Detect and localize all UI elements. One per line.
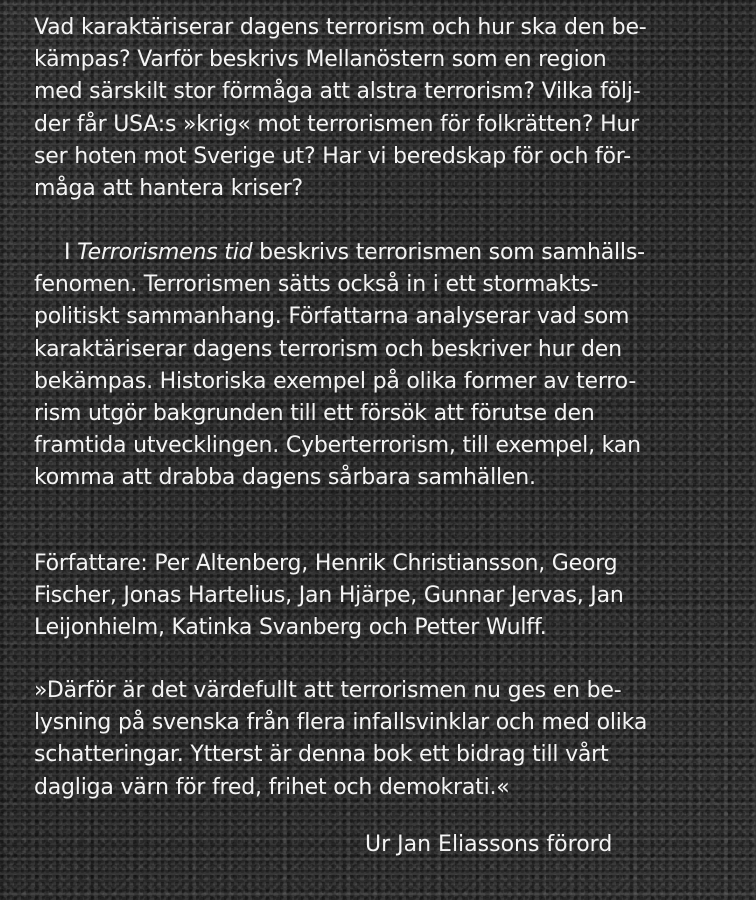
text-line: karaktäriserar dagens terrorism och beskriver hur den bbox=[34, 336, 622, 362]
text-line: Fischer, Jonas Hartelius, Jan Hjärpe, Gunnar Jervas, Jan bbox=[34, 583, 624, 609]
quote-paragraph bbox=[34, 675, 724, 804]
text-line: »Därför är det värdefullt att terrorismen nu ges en be- bbox=[34, 678, 622, 703]
text-line: rism utgör bakgrunden till ett försök att förutse den bbox=[34, 400, 595, 426]
text-line: ser hoten mot Sverige ut? Har vi beredskap för och för- bbox=[34, 143, 631, 169]
text-line: måga att hantera kriser? bbox=[34, 175, 303, 201]
quote-attribution: Ur Jan Eliassons förord bbox=[365, 832, 613, 857]
authors-paragraph bbox=[34, 548, 724, 645]
intro-paragraph bbox=[34, 12, 724, 205]
text-line: lysning på svenska från flera infallsvinklar och med olika bbox=[34, 710, 648, 736]
line-suffix: beskrivs terrorismen som samhälls- bbox=[252, 240, 645, 265]
line-prefix: I bbox=[64, 240, 78, 265]
text-line: der får USA:s »krig« mot terrorismen för folkrätten? Hur bbox=[34, 111, 640, 137]
text-line: schatteringar. Ytterst är denna bok ett bidrag till vårt bbox=[34, 742, 609, 768]
text-line: fenomen. Terrorismen sätts också in i ett stormakts- bbox=[34, 272, 599, 298]
text-line: med särskilt stor förmåga att alstra terrorism? Vilka följ- bbox=[34, 79, 641, 105]
text-line bbox=[34, 237, 724, 269]
text-line: politiskt sammanhang. Författarna analyserar vad som bbox=[34, 304, 630, 330]
book-title: Terrorismens tid bbox=[77, 240, 253, 265]
text-line: bekämpas. Historiska exempel på olika former av terro- bbox=[34, 368, 637, 394]
text-line: komma att drabba dagens sårbara samhällen. bbox=[34, 465, 536, 491]
text-line: dagliga värn för fred, frihet och demokrati.« bbox=[34, 774, 510, 800]
text-line: Vad karaktäriserar dagens terrorism och hur ska den be- bbox=[34, 15, 647, 40]
text-line: Författare: Per Altenberg, Henrik Christiansson, Georg bbox=[34, 551, 618, 576]
description-paragraph bbox=[34, 237, 724, 495]
text-line: framtida utvecklingen. Cyberterrorism, till exempel, kan bbox=[34, 433, 641, 459]
text-line: Leijonhielm, Katinka Svanberg och Petter Wulff. bbox=[34, 615, 547, 641]
text-line: kämpas? Varför beskrivs Mellanöstern som en region bbox=[34, 47, 607, 73]
